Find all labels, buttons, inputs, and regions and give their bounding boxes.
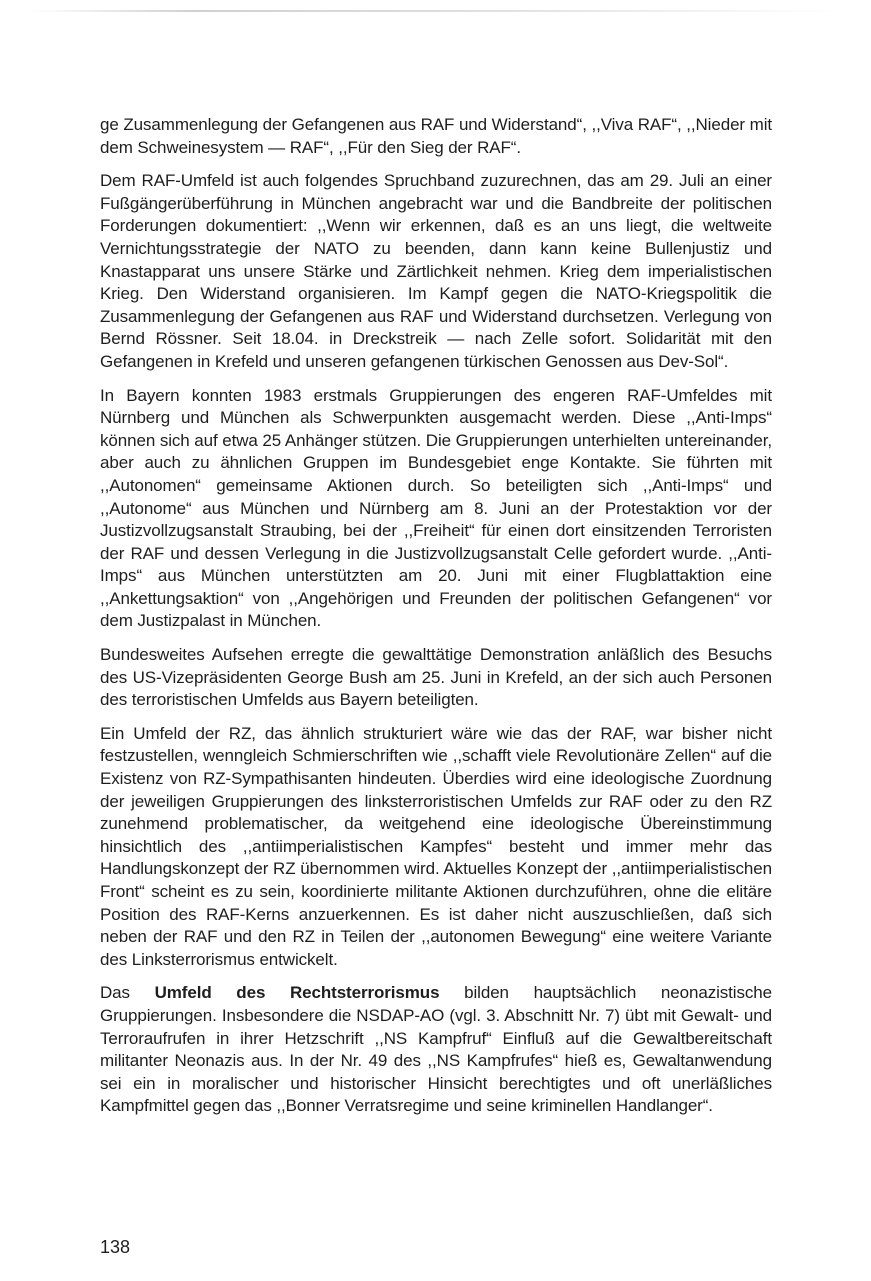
paragraph-4-text: Bundesweites Aufsehen erregte die gewalttätige Demonstration anläßlich des Besuchs des US-Vizepräsidenten George Bush am 25. Juni in Krefeld, an der sich auch Personen des terroristischen Umfelds aus Bayern beteiligten. bbox=[100, 645, 772, 710]
paragraph-1 bbox=[100, 114, 772, 159]
paragraph-1-text: ge Zusammenlegung der Gefangenen aus RAF und Widerstand“, ,,Viva RAF“, ,,Nieder mit dem Schweinesystem — RAF“, ,,Für den Sieg der RAF“. bbox=[100, 115, 772, 157]
paragraph-3 bbox=[100, 385, 772, 634]
page-number: 138 bbox=[100, 1237, 131, 1257]
paragraph-5-text: Ein Umfeld der RZ, das ähnlich strukturiert wäre wie das der RAF, war bisher nicht festzustellen, wenngleich Schmierschriften wie ,,schafft viele Revolutionäre Zellen“ auf die Existenz von RZ-Sympathisanten hindeuten. Überdies wird eine ideologische Zuordnung der jeweiligen Gruppierungen des linksterroristischen Umfelds zur RAF oder zu den RZ zunehmend problematischer, da weitgehend eine ideologische Übereinstimmung hinsichtlich des ,,antiimperialistischen Kampfes“ besteht und immer mehr das Handlungskonzept der RZ übernommen wird. Aktuelles Konzept der ,,antiimperialistischen Front“ scheint es zu sein, koordinierte militante Aktionen durchzuführen, ohne die elitäre Position des RAF-Kerns anzuerkennen. Es ist daher nicht auszuschließen, daß sich neben der RAF und den RZ in Teilen der ,,autonomen Bewegung“ eine weitere Variante des Linksterrorismus entwickelt. bbox=[100, 723, 772, 969]
paragraph-3-text: In Bayern konnten 1983 erstmals Gruppierungen des engeren RAF-Umfeldes mit Nürnberg und München als Schwerpunkten ausgemacht werden. Diese ,,Anti-Imps“ können sich auf etwa 25 Anhänger stützen. Die Gruppierungen unterhielten untereinander, aber auch zu ähnlichen Gruppen im Bundesgebiet enge Kontakte. Sie führten mit ,,Autonomen“ gemeinsame Aktionen durch. So beteiligten sich ,,Anti-Imps“ und ,,Autonome“ aus München und Nürnberg am 8. Juni an der Protestaktion vor der Justizvollzugsanstalt Straubing, bei der ,,Freiheit“ für einen dort einsitzenden Terroristen der RAF und dessen Verlegung in die Justizvollzugsanstalt Celle gefordert wurde. ,,Anti-Imps“ aus München unterstützten am 20. Juni mit einer Flugblattaktion eine ,,Ankettungsaktion“ von ,,Angehörigen und Freunden der politischen Gefangenen“ vor dem Justizpalast in München. bbox=[100, 385, 772, 631]
paragraph-6-text-end: bilden hauptsächlich neonazistische Gruppierungen. Insbesondere die NSDAP-AO (vgl. 3. Abschnitt Nr. 7) übt mit Gewalt- und Terroraufrufen in ihrer Hetzschrift ,,NS Kampfruf“ Einfluß auf die Gewaltbereitschaft militanter Neonazis aus. In der Nr. 49 des ,,NS Kampfrufes“ hieß es, Gewaltanwendung sei ein in moralischer und historischer Hinsicht berechtigtes und oft unerläßliches Kampfmittel gegen das ,,Bonner Verratsregime und seine kriminellen Handlanger“. bbox=[100, 983, 772, 1116]
page-body bbox=[100, 114, 772, 1129]
paragraph-2-text: Dem RAF-Umfeld ist auch folgendes Spruchband zuzurechnen, das am 29. Juli an einer Fußgängerüberführung in München angebracht war und die Bandbreite der politischen Forderungen dokumentiert: ,,Wenn wir erkennen, daß es an uns liegt, die weltweite Vernichtungsstrategie der NATO zu beenden, dann kann keine Bullenjustiz und Knastapparat uns unsere Stärke und Zärtlichkeit nehmen. Krieg dem imperialistischen Krieg. Den Widerstand organisieren. Im Kampf gegen die NATO-Kriegspolitik die Zusammenlegung der Gefangenen aus RAF und Widerstand durchsetzen. Verlegung von Bernd Rössner. Seit 18.04. in Dreckstreik — nach Zelle sofort. Solidarität mit den Gefangenen in Krefeld und unseren gefangenen türkischen Genossen aus Dev-Sol“. bbox=[100, 171, 772, 371]
paragraph-5 bbox=[100, 723, 772, 972]
paragraph-2 bbox=[100, 170, 772, 373]
scan-edge-line bbox=[30, 10, 841, 12]
paragraph-6-text-start: Das bbox=[100, 983, 155, 1003]
paragraph-6-bold-term: Umfeld des Rechtsterrorismus bbox=[154, 983, 440, 1003]
paragraph-6 bbox=[100, 982, 772, 1118]
paragraph-4 bbox=[100, 644, 772, 712]
